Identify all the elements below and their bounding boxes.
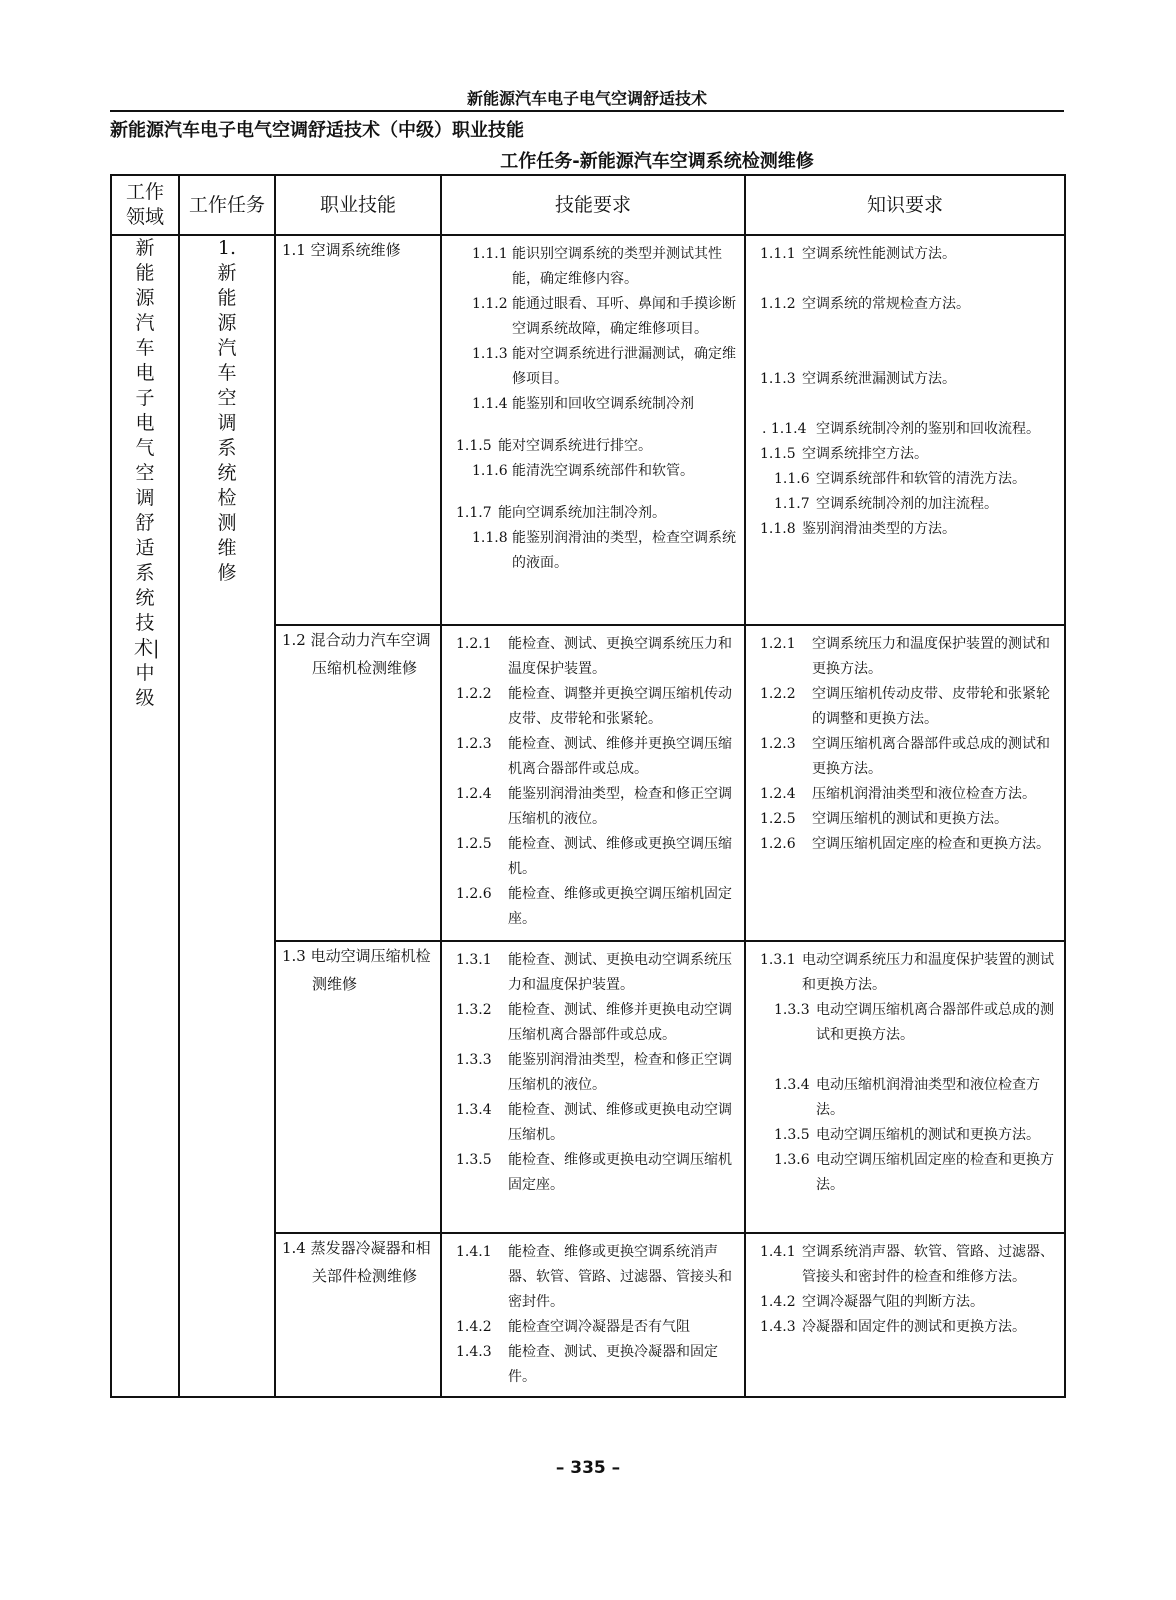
item-number: 1.2.3 xyxy=(760,736,796,752)
header-skill: 职业技能 xyxy=(275,175,441,235)
skill-requirements-cell xyxy=(441,1233,745,1397)
list-item xyxy=(750,1315,1060,1340)
list-item xyxy=(446,682,740,732)
item-text: 电动空调压缩机固定座的检查和更换方法。 xyxy=(816,1152,1054,1193)
item-number: 1.1.8 xyxy=(472,530,508,546)
list-item xyxy=(750,782,1060,807)
item-number: 1.2.6 xyxy=(760,836,796,852)
header-field: 工作领域 xyxy=(111,175,179,235)
item-text: 能检查、测试、维修或更换空调压缩机。 xyxy=(508,836,732,877)
item-number: 1.1.1 xyxy=(472,246,508,262)
list-item xyxy=(750,292,1060,317)
item-number: 1.1.2 xyxy=(760,296,796,312)
item-number: 1.2.6 xyxy=(456,886,492,902)
skill-cell xyxy=(275,941,441,1233)
item-text: 空调系统压力和温度保护装置的测试和更换方法。 xyxy=(812,636,1050,677)
item-number: 1.3.3 xyxy=(774,1002,810,1018)
item-number: 1.3.6 xyxy=(774,1152,810,1168)
item-text: 空调系统部件和软管的清洗方法。 xyxy=(816,471,1026,487)
knowledge-requirements-cell xyxy=(745,1233,1065,1397)
item-number: 1.2.2 xyxy=(760,686,796,702)
item-text: 空调冷凝器气阻的判断方法。 xyxy=(802,1294,984,1310)
list-item xyxy=(750,1148,1060,1198)
item-text: 电动空调压缩机的测试和更换方法。 xyxy=(816,1127,1040,1143)
list-item xyxy=(446,632,740,682)
item-number: 1.3.4 xyxy=(456,1102,492,1118)
item-text: 能检查、维修或更换空调系统消声器、软管、管路、过滤器、管接头和密封件。 xyxy=(508,1244,732,1310)
item-text: 电动空调系统压力和温度保护装置的测试和更换方法。 xyxy=(802,952,1054,993)
list-item xyxy=(750,242,1060,267)
item-number: 1.2.5 xyxy=(456,836,492,852)
item-text: 能向空调系统加注制冷剂。 xyxy=(498,505,666,521)
item-text: 能检查、测试、更换冷凝器和固定件。 xyxy=(508,1344,718,1385)
knowledge-requirements-cell xyxy=(745,941,1065,1233)
item-number: 1.1.6 xyxy=(774,471,810,487)
work-task-cell xyxy=(179,235,275,1397)
item-number: 1.4.2 xyxy=(456,1319,492,1335)
work-task-text: 1.新能源汽车空调系统检测维修 xyxy=(217,237,237,584)
item-number: 1.2.2 xyxy=(456,686,492,702)
item-number: 1.1.6 xyxy=(472,463,508,479)
list-item xyxy=(446,1315,740,1340)
list-item xyxy=(446,342,740,392)
item-text: 空调系统排空方法。 xyxy=(802,446,928,462)
item-number: 1.1.1 xyxy=(760,246,796,262)
list-item xyxy=(750,732,1060,782)
item-text: 电动压缩机润滑油类型和液位检查方法。 xyxy=(816,1077,1040,1118)
item-text: 空调系统制冷剂的加注流程。 xyxy=(816,496,998,512)
header-task: 工作任务 xyxy=(179,175,275,235)
list-item xyxy=(446,292,740,342)
list-item xyxy=(446,459,740,484)
list-item xyxy=(750,492,1060,517)
skills-table xyxy=(110,174,1066,1398)
item-text: 能检查空调冷凝器是否有气阻 xyxy=(508,1319,690,1335)
list-item xyxy=(750,998,1060,1048)
item-text: 能识别空调系统的类型并测试其性能，确定维修内容。 xyxy=(512,246,722,287)
page-number: – 335 – xyxy=(555,1458,621,1478)
item-text: 能鉴别润滑油的类型，检查空调系统的液面。 xyxy=(512,530,736,571)
list-item xyxy=(446,434,740,459)
list-item xyxy=(750,832,1060,857)
header-knowledge-requirements: 知识要求 xyxy=(745,175,1065,235)
item-number: 1.3.2 xyxy=(456,1002,492,1018)
list-item xyxy=(750,517,1060,542)
item-number: 1.1.5 xyxy=(456,438,492,454)
list-item xyxy=(750,417,1060,442)
item-number: 1.3.5 xyxy=(774,1127,810,1143)
skill-requirements-cell xyxy=(441,625,745,941)
item-text: 能检查、测试、更换电动空调系统压力和温度保护装置。 xyxy=(508,952,732,993)
header-rule xyxy=(110,110,1064,112)
skill-label: 1.2 混合动力汽车空调压缩机检测维修 xyxy=(282,631,431,677)
list-item xyxy=(446,501,740,526)
list-item xyxy=(750,807,1060,832)
list-item xyxy=(446,948,740,998)
item-text: 空调系统泄漏测试方法。 xyxy=(802,371,956,387)
list-item xyxy=(446,1098,740,1148)
item-number: 1.4.3 xyxy=(456,1344,492,1360)
skill-label: 1.3 电动空调压缩机检测维修 xyxy=(282,947,431,993)
item-text: 能对空调系统进行排空。 xyxy=(498,438,652,454)
list-item xyxy=(750,467,1060,492)
list-item xyxy=(446,882,740,932)
list-item xyxy=(446,732,740,782)
list-item xyxy=(750,682,1060,732)
item-number: 1.3.3 xyxy=(456,1052,492,1068)
item-number: 1.1.3 xyxy=(760,371,796,387)
item-number: 1.2.4 xyxy=(760,786,796,802)
item-text: 能检查、测试、维修或更换电动空调压缩机。 xyxy=(508,1102,732,1143)
list-item xyxy=(750,442,1060,467)
item-text: 能检查、测试、维修并更换电动空调压缩机离合器部件或总成。 xyxy=(508,1002,732,1043)
item-number: 1.1.7 xyxy=(774,496,810,512)
item-text: 空调压缩机的测试和更换方法。 xyxy=(812,811,1008,827)
list-item xyxy=(446,832,740,882)
item-text: 空调压缩机离合器部件或总成的测试和更换方法。 xyxy=(812,736,1050,777)
item-text: 冷凝器和固定件的测试和更换方法。 xyxy=(802,1319,1026,1335)
item-text: 电动空调压缩机离合器部件或总成的测试和更换方法。 xyxy=(816,1002,1054,1043)
document-title: 新能源汽车电子电气空调舒适技术（中级）职业技能 xyxy=(110,120,524,141)
item-number: 1.1.5 xyxy=(760,446,796,462)
item-text: 能通过眼看、耳听、鼻闻和手摸诊断空调系统故障，确定维修项目。 xyxy=(512,296,736,337)
item-number: 1.2.4 xyxy=(456,786,492,802)
skill-label: 1.4 蒸发器冷凝器和相关部件检测维修 xyxy=(282,1239,431,1285)
list-item xyxy=(750,367,1060,392)
work-field-cell xyxy=(111,235,179,1397)
item-number: 1.4.3 xyxy=(760,1319,796,1335)
item-number: . 1.1.4 xyxy=(762,421,807,437)
list-item xyxy=(446,998,740,1048)
skill-requirements-cell xyxy=(441,235,745,625)
skill-cell xyxy=(275,1233,441,1397)
list-item xyxy=(750,1073,1060,1123)
item-number: 1.4.2 xyxy=(760,1294,796,1310)
item-number: 1.2.1 xyxy=(456,636,492,652)
item-text: 能检查、测试、更换空调系统压力和温度保护装置。 xyxy=(508,636,732,677)
skill-cell xyxy=(275,625,441,941)
list-item xyxy=(750,1290,1060,1315)
item-number: 1.1.7 xyxy=(456,505,492,521)
item-text: 能检查、测试、维修并更换空调压缩机离合器部件或总成。 xyxy=(508,736,732,777)
skill-requirements-cell xyxy=(441,941,745,1233)
item-number: 1.2.5 xyxy=(760,811,796,827)
list-item xyxy=(446,1240,740,1315)
skill-label: 1.1 空调系统维修 xyxy=(282,241,401,259)
item-text: 能鉴别和回收空调系统制冷剂 xyxy=(512,396,694,412)
item-text: 空调压缩机固定座的检查和更换方法。 xyxy=(812,836,1050,852)
item-number: 1.3.5 xyxy=(456,1152,492,1168)
table-row xyxy=(111,235,1065,625)
item-number: 1.1.4 xyxy=(472,396,508,412)
table-header-row xyxy=(111,175,1065,235)
header-skill-requirements: 技能要求 xyxy=(441,175,745,235)
item-text: 空调系统制冷剂的鉴别和回收流程。 xyxy=(816,421,1040,437)
list-item xyxy=(750,948,1060,998)
item-text: 能检查、维修或更换空调压缩机固定座。 xyxy=(508,886,732,927)
item-number: 1.3.4 xyxy=(774,1077,810,1093)
list-item xyxy=(446,1148,740,1198)
item-text: 空调系统的常规检查方法。 xyxy=(802,296,970,312)
item-text: 能鉴别润滑油类型，检查和修正空调压缩机的液位。 xyxy=(508,786,732,827)
document-subtitle: 工作任务-新能源汽车空调系统检测维修 xyxy=(500,151,814,172)
item-text: 空调系统性能测试方法。 xyxy=(802,246,956,262)
item-number: 1.3.1 xyxy=(456,952,492,968)
knowledge-requirements-cell xyxy=(745,625,1065,941)
item-text: 压缩机润滑油类型和液位检查方法。 xyxy=(812,786,1036,802)
item-text: 鉴别润滑油类型的方法。 xyxy=(802,521,956,537)
item-text: 能检查、调整并更换空调压缩机传动皮带、皮带轮和张紧轮。 xyxy=(508,686,732,727)
list-item xyxy=(446,526,740,576)
item-number: 1.2.3 xyxy=(456,736,492,752)
list-item xyxy=(446,242,740,292)
item-text: 空调系统消声器、软管、管路、过滤器、管接头和密封件的检查和维修方法。 xyxy=(802,1244,1054,1285)
item-text: 能清洗空调系统部件和软管。 xyxy=(512,463,694,479)
list-item xyxy=(750,1123,1060,1148)
list-item xyxy=(446,392,740,417)
item-number: 1.1.3 xyxy=(472,346,508,362)
list-item xyxy=(446,1048,740,1098)
list-item xyxy=(446,782,740,832)
item-text: 空调压缩机传动皮带、皮带轮和张紧轮的调整和更换方法。 xyxy=(812,686,1050,727)
item-number: 1.1.8 xyxy=(760,521,796,537)
item-number: 1.3.1 xyxy=(760,952,796,968)
knowledge-requirements-cell xyxy=(745,235,1065,625)
list-item xyxy=(750,632,1060,682)
list-item xyxy=(750,1240,1060,1290)
item-text: 能对空调系统进行泄漏测试，确定维修项目。 xyxy=(512,346,736,387)
running-header: 新能源汽车电子电气空调舒适技术 xyxy=(466,89,707,108)
item-number: 1.2.1 xyxy=(760,636,796,652)
list-item xyxy=(446,1340,740,1390)
work-field-text: 新能源汽车电子电气空调舒适系统技术|中级 xyxy=(134,237,160,709)
skill-cell xyxy=(275,235,441,625)
item-number: 1.4.1 xyxy=(456,1244,492,1260)
item-number: 1.4.1 xyxy=(760,1244,796,1260)
item-text: 能检查、维修或更换电动空调压缩机固定座。 xyxy=(508,1152,732,1193)
item-number: 1.1.2 xyxy=(472,296,508,312)
item-text: 能鉴别润滑油类型，检查和修正空调压缩机的液位。 xyxy=(508,1052,732,1093)
